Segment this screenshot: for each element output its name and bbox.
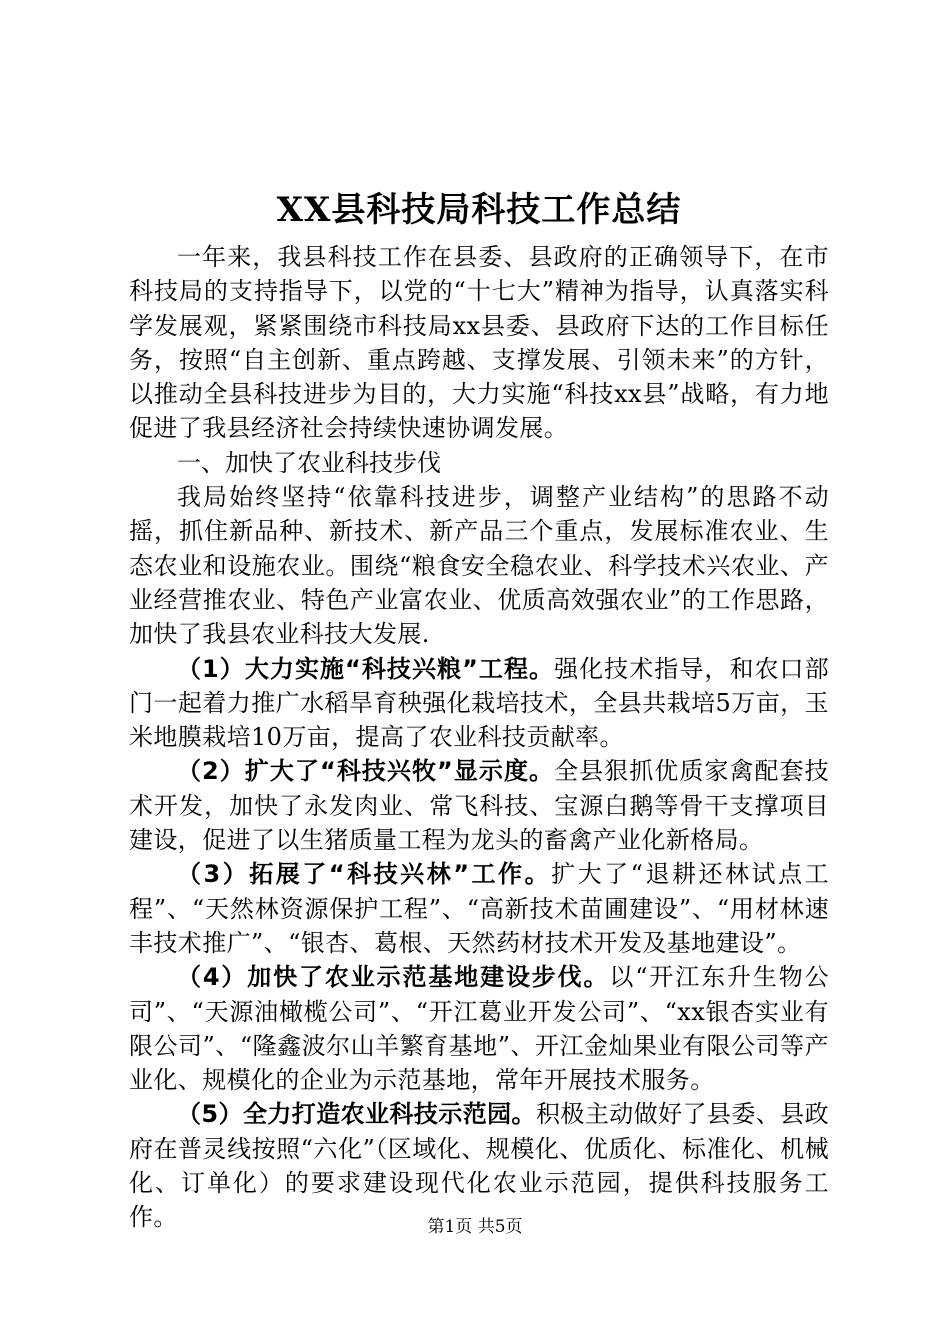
item-lead: （1）大力实施“科技兴粮”工程。 (177, 654, 555, 683)
item-text: 全县狠抓优质家禽配套技术开发，加快了永发肉业、常飞科技、宝源白鹅等骨干支撑项目建设，促进了以生猪质量工程为龙头的畜禽产业化新格局。 (129, 757, 829, 855)
item-text: 强化技术指导，和农口部门一起着力推广水稻旱育秧强化栽培技术，全县共栽培5万亩，玉米地膜栽培10万亩，提高了农业科技贡献率。 (129, 654, 829, 752)
item-text: 以“开江东升生物公司”、“天源油橄榄公司”、“开江葛业开发公司”、“xx银杏实业有限公司”、“隆鑫波尔山羊繁育基地”、开江金灿果业有限公司等产业化、规模化的企业为示范基地，常年开展技术服务。 (129, 963, 829, 1095)
document-body (129, 180, 829, 1235)
item-text: 扩大了“退耕还林试点工程”、“天然林资源保护工程”、“高新技术苗圃建设”、“用材林速丰技术推广”、“银杏、葛根、天然药材技术开发及基地建设”。 (129, 860, 829, 957)
item-lead: （2）扩大了“科技兴牧”显示度。 (177, 757, 555, 786)
section-heading: 一、加快了农业科技步伐 (177, 448, 441, 477)
item-lead: （5）全力打造农业科技示范园。 (177, 1100, 536, 1129)
list-item (129, 652, 829, 755)
page-footer: 第1页 共5页 (427, 1217, 523, 1237)
list-item (129, 857, 829, 960)
list-item (129, 960, 829, 1097)
document-title: XX县科技局科技工作总结 (276, 190, 682, 230)
item-lead: （3）拓展了“科技兴林”工作。 (177, 860, 552, 889)
intro-paragraph: 一年来，我县科技工作在县委、县政府的正确领导下，在市科技局的支持指导下，以党的“十七大”精神为指导，认真落实科学发展观，紧紧围绕市科技局xx县委、县政府下达的工作目标任务，按照“自主创新、重点跨越、支撑发展、引领未来”的方针，以推动全县科技进步为目的，大力实施“科技xx县”战略，有力地促进了我县经济社会持续快速协调发展。 (129, 243, 829, 443)
list-item (129, 754, 829, 857)
item-text: 积极主动做好了县委、县政府在普灵线按照“六化”（区域化、规模化、优质化、标准化、机械化、订单化）的要求建设现代化农业示范园，提供科技服务工作。 (129, 1100, 829, 1232)
section-body: 我局始终坚持“依靠科技进步，调整产业结构”的思路不动摇，抓住新品种、新技术、新产品三个重点，发展标准农业、生态农业和设施农业。围绕“粮食安全稳农业、科学技术兴农业、产业经营推农业、特色产业富农业、优质高效强农业”的工作思路，加快了我县农业科技大发展. (129, 483, 829, 649)
item-lead: （4）加快了农业示范基地建设步伐。 (177, 963, 610, 992)
